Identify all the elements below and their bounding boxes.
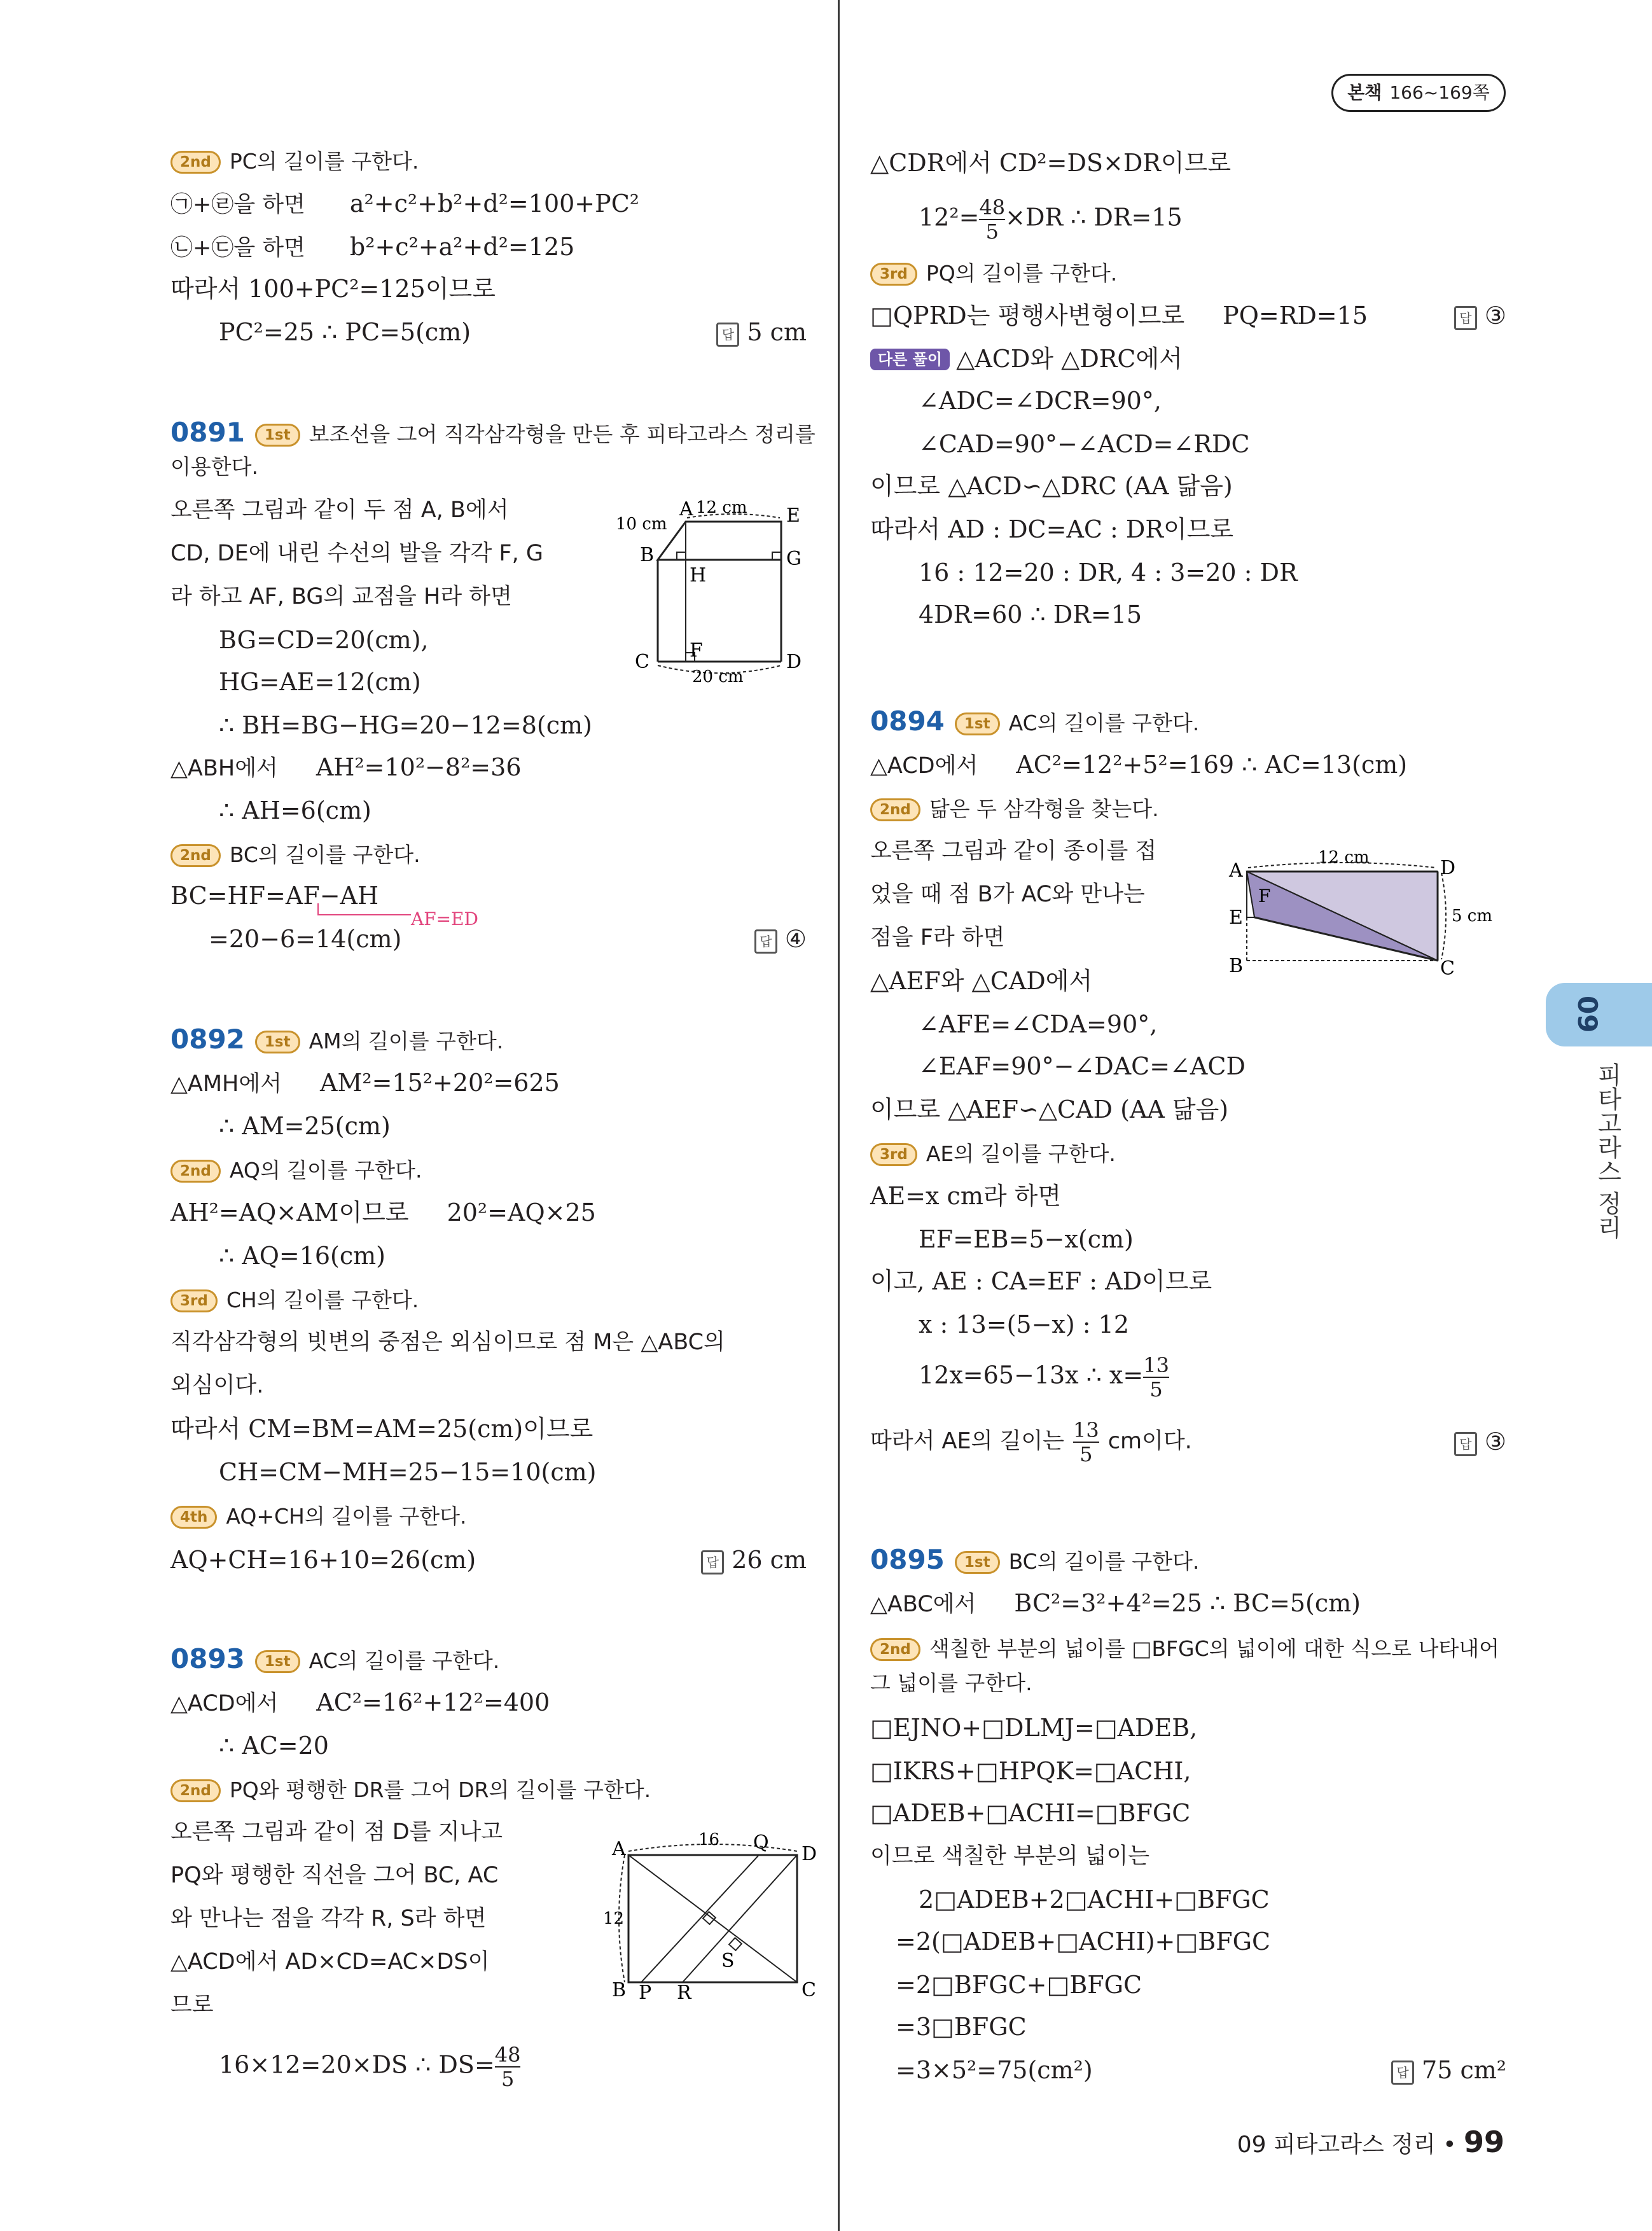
- chapter-tab-label: 피타고라스 정리: [1593, 1062, 1621, 1240]
- text-line: 외심이다.: [170, 1373, 264, 1398]
- eq-line: 이고, AE : CA=EF : AD이므로: [870, 1267, 1212, 1295]
- answer: [701, 1545, 807, 1575]
- step-title: AC의 길이를 구한다.: [1008, 711, 1200, 735]
- answer-icon: 답: [716, 323, 739, 347]
- step-title-cont: 그 넓이를 구한다.: [870, 1671, 1032, 1695]
- text-line: 직각삼각형의 빗변의 중점은 외심이므로 점 M은 △ABC의: [170, 1330, 725, 1355]
- eq-expr: 16×12=20×DS ∴ DS=: [219, 2050, 495, 2079]
- fig-label: D: [1440, 857, 1456, 879]
- eq-line: PC²=25 ∴ PC=5(cm): [219, 318, 471, 346]
- answer: [1454, 300, 1506, 331]
- fig-label: Q: [753, 1831, 769, 1854]
- step-line: [870, 1632, 1499, 1664]
- eq-line: 이므로 △ACD∽△DRC (AA 닮음): [870, 472, 1233, 500]
- text-line: △ACD에서 AD×CD=AC×DS이: [170, 1949, 490, 1975]
- fraction-numerator: 13: [1072, 1418, 1099, 1442]
- fig-dim: 12 cm: [1318, 848, 1370, 867]
- fig-label: E: [786, 504, 800, 527]
- answer: [754, 924, 807, 954]
- eq-line: [870, 749, 1407, 781]
- eq-expr: AH²=10²−8²=36: [316, 753, 522, 781]
- text-line: PQ와 평행한 직선을 그어 BC, AC: [170, 1863, 499, 1888]
- step-badge: 1st: [255, 424, 300, 447]
- text-line: 오른쪽 그림과 같이 종이를 접: [870, 838, 1157, 864]
- problem-number: 0894: [870, 705, 945, 737]
- step-badge: 2nd: [870, 1638, 920, 1661]
- step-title: AQ+CH의 길이를 구한다.: [226, 1504, 467, 1529]
- step-title: 색칠한 부분의 넓이를 □BFGC의 넓이에 대한 식으로 나타내어: [929, 1636, 1500, 1661]
- text-line: 따라서 100+PC²=125이므로: [170, 275, 496, 303]
- answer: [1391, 2055, 1506, 2085]
- eq-line: =20−6=14(cm): [209, 925, 402, 953]
- fig-label: G: [786, 548, 802, 570]
- fig-dim: 12: [603, 1909, 625, 1928]
- eq-line: [919, 1354, 1169, 1401]
- step-line: [170, 838, 420, 870]
- fig-dim: 16: [698, 1830, 720, 1849]
- fig-label: F: [690, 639, 703, 662]
- fig-label: S: [721, 1950, 735, 1972]
- eq-line: ∴ AH=6(cm): [219, 796, 371, 824]
- text-line: 므로: [170, 1992, 214, 2018]
- problem-number: 0893: [170, 1643, 245, 1674]
- eq-line: ∠EAF=90°−∠DAC=∠ACD: [919, 1052, 1246, 1080]
- fraction-numerator: 48: [494, 2043, 521, 2067]
- chapter-tab-number: 09: [1572, 996, 1603, 1033]
- text-line: 이므로 색칠한 부분의 넓이는: [870, 1844, 1150, 1869]
- alt-solution-line: [870, 344, 1183, 374]
- eq-line: [170, 1687, 550, 1719]
- fig-label: D: [802, 1843, 817, 1865]
- eq-line: [170, 1197, 596, 1228]
- eq-line: 따라서 CM=BM=AM=25(cm)이므로: [170, 1415, 593, 1443]
- fig-dim: 12 cm: [696, 498, 747, 517]
- step-title: PC의 길이를 구한다.: [229, 149, 419, 174]
- fraction-denominator: 5: [501, 2067, 515, 2091]
- answer-icon: 답: [701, 1550, 724, 1574]
- fig-label: A: [612, 1838, 626, 1860]
- alt-solution-badge: 다른 풀이: [870, 349, 950, 370]
- eq-line: [919, 196, 1183, 243]
- eq-line: ∠CAD=90°−∠ACD=∠RDC: [919, 430, 1250, 458]
- step-line: [170, 1284, 419, 1316]
- eq-expr: □QPRD는 평행사변형이므로: [870, 302, 1185, 330]
- eq-line: ∴ AM=25(cm): [219, 1112, 391, 1140]
- step-line: [170, 1154, 422, 1186]
- eq-line: 4DR=60 ∴ DR=15: [919, 601, 1142, 629]
- eq-line: 2□ADEB+2□ACHI+□BFGC: [919, 1886, 1270, 1914]
- fig-label: D: [786, 651, 802, 673]
- eq-line: =3□BFGC: [896, 2013, 1027, 2041]
- answer-value: ④: [784, 925, 807, 953]
- column-divider: [838, 0, 840, 2231]
- eq-expr: 12x=65−13x ∴ x=: [919, 1361, 1144, 1389]
- eq-line: □IKRS+□HPQK=□ACHI,: [870, 1757, 1191, 1785]
- eq-label: ㉠+㉣을 하면: [170, 192, 305, 218]
- fig-label: B: [640, 544, 655, 566]
- eq-expr: 20²=AQ×25: [447, 1199, 596, 1227]
- eq-line: [170, 752, 522, 784]
- fig-label: P: [639, 1982, 652, 2004]
- text-line: 와 만나는 점을 각각 R, S라 하면: [170, 1906, 487, 1931]
- step-badge: 3rd: [870, 1143, 917, 1166]
- fig-label: C: [635, 651, 649, 673]
- step-title: 닮은 두 삼각형을 찾는다.: [929, 796, 1159, 821]
- eq-label: △ABC에서: [870, 1592, 976, 1617]
- eq-line: [870, 300, 1368, 331]
- eq-line: □ADEB+□ACHI=□BFGC: [870, 1799, 1191, 1827]
- eq-line: [870, 1419, 1192, 1466]
- fraction: [1073, 1419, 1099, 1466]
- fig-label: C: [1440, 957, 1455, 980]
- fraction-denominator: 5: [1079, 1442, 1093, 1466]
- eq-expr: 12²=: [919, 203, 980, 232]
- fig-label: A: [1229, 859, 1243, 882]
- eq-line: ∴ AC=20: [219, 1732, 329, 1760]
- fig-dim: 5 cm: [1452, 907, 1493, 926]
- eq-line: EF=EB=5−x(cm): [919, 1225, 1134, 1253]
- figure-0891: [616, 490, 807, 687]
- step-title-cont: 이용한다.: [170, 454, 259, 479]
- footer-bullet: •: [1443, 2132, 1457, 2158]
- eq-expr: b²+c²+a²+d²=125: [349, 233, 575, 261]
- annotation-note: AF=ED: [411, 908, 478, 929]
- problem-header: [170, 1024, 503, 1057]
- step-line: [170, 145, 419, 177]
- figure-0893: [603, 1819, 817, 2004]
- fig-label: F: [1258, 886, 1271, 907]
- eq-line: =3×5²=75(cm²): [896, 2056, 1093, 2084]
- step-line: [870, 1137, 1116, 1169]
- answer-value: 75 cm²: [1422, 2056, 1506, 2084]
- eq-line: HG=AE=12(cm): [219, 668, 421, 696]
- page-number: 99: [1463, 2125, 1504, 2159]
- text-line: 오른쪽 그림과 같이 점 D를 지나고: [170, 1819, 503, 1845]
- text-line: 라 하고 AF, BG의 교점을 H라 하면: [170, 584, 512, 609]
- problem-header: [170, 1644, 499, 1676]
- step-title: PQ와 평행한 DR를 그어 DR의 길이를 구한다.: [229, 1777, 651, 1802]
- eq-expr: AH²=AQ×AM이므로: [170, 1199, 409, 1227]
- answer-value: ③: [1484, 1428, 1506, 1456]
- step-title: AE의 길이를 구한다.: [926, 1141, 1116, 1166]
- eq-line: [219, 2043, 520, 2090]
- step-badge: 3rd: [170, 1289, 218, 1312]
- eq-line: =2(□ADEB+□ACHI)+□BFGC: [896, 1928, 1271, 1956]
- footer-chapter: 09 피타고라스 정리: [1237, 2132, 1436, 2158]
- step-badge: 1st: [955, 1551, 1000, 1574]
- answer-value: 5 cm: [747, 318, 807, 346]
- eq-label: △AMH에서: [170, 1071, 282, 1097]
- eq-line: [170, 232, 574, 263]
- eq-expr: AC²=12²+5²=169 ∴ AC=13(cm): [1016, 751, 1408, 779]
- problem-header: [170, 417, 816, 450]
- eq-label: △ACD에서: [870, 753, 978, 779]
- step-badge: 1st: [255, 1650, 300, 1673]
- step-title: AM의 길이를 구한다.: [309, 1029, 504, 1053]
- eq-line: ∠ADC=∠DCR=90°,: [919, 387, 1162, 415]
- fig-label: B: [1229, 955, 1244, 977]
- eq-line: ∠AFE=∠CDA=90°,: [919, 1010, 1158, 1038]
- eq-line: x : 13=(5−x) : 12: [919, 1310, 1129, 1338]
- fig-label: A: [679, 498, 693, 520]
- fig-label: H: [690, 564, 707, 587]
- eq-line: CH=CM−MH=25−15=10(cm): [219, 1458, 597, 1486]
- step-line: [870, 793, 1159, 824]
- eq-line: AE=x cm라 하면: [870, 1182, 1062, 1210]
- step-title: AQ의 길이를 구한다.: [229, 1158, 422, 1183]
- ref-book: 본책: [1347, 82, 1382, 103]
- problem-number: 0892: [170, 1024, 245, 1055]
- text-line: CD, DE에 내린 수선의 발을 각각 F, G: [170, 541, 543, 566]
- eq-line: ∴ AQ=16(cm): [219, 1242, 386, 1270]
- step-badge: 1st: [955, 712, 1000, 735]
- answer: [716, 317, 807, 347]
- fig-dim: 10 cm: [616, 515, 667, 534]
- step-badge: 3rd: [870, 263, 917, 286]
- eq-line: BC=HF=AF−AH: [170, 882, 379, 910]
- eq-expr: BC²=3²+4²=25 ∴ BC=5(cm): [1014, 1589, 1361, 1617]
- fraction-denominator: 5: [1149, 1377, 1163, 1401]
- eq-label: △ABH에서: [170, 756, 278, 781]
- problem-header: [870, 706, 1199, 739]
- page-reference-badge: [1331, 74, 1506, 112]
- eq-line: 16 : 12=20 : DR, 4 : 3=20 : DR: [919, 559, 1298, 587]
- step-line: [170, 1500, 466, 1532]
- step-line: [170, 1774, 651, 1805]
- eq-line: BG=CD=20(cm),: [219, 626, 429, 654]
- text-line: 점을 F라 하면: [870, 925, 1005, 950]
- eq-line: 따라서 AD : DC=AC : DR이므로: [870, 515, 1234, 543]
- step-badge: 2nd: [170, 151, 221, 174]
- ref-pages: 166~169쪽: [1389, 82, 1490, 103]
- step-badge: 4th: [170, 1506, 217, 1529]
- fig-label: E: [1229, 907, 1243, 929]
- step-title: PQ의 길이를 구한다.: [926, 261, 1118, 286]
- answer-icon: 답: [1454, 1432, 1477, 1456]
- step-title: BC의 길이를 구한다.: [1008, 1549, 1200, 1574]
- answer-value: 26 cm: [732, 1546, 807, 1574]
- step-title: 보조선을 그어 직각삼각형을 만든 후 피타고라스 정리를: [309, 422, 816, 447]
- fraction: [1143, 1354, 1169, 1401]
- step-title: AC의 길이를 구한다.: [309, 1648, 500, 1673]
- annotation-bracket: [317, 902, 412, 922]
- eq-line: [870, 1588, 1361, 1620]
- step-title: CH의 길이를 구한다.: [226, 1288, 419, 1312]
- answer-icon: 답: [1391, 2061, 1414, 2085]
- eq-expr: AM²=15²+20²=625: [320, 1069, 560, 1097]
- problem-number: 0895: [870, 1544, 945, 1575]
- fraction-numerator: 13: [1143, 1353, 1169, 1377]
- problem-number: 0891: [170, 417, 245, 448]
- eq-label: △ACD에서: [170, 1691, 279, 1716]
- step-badge: 2nd: [170, 1160, 221, 1183]
- eq-line: 이므로 △AEF∽△CAD (AA 닮음): [870, 1095, 1229, 1123]
- fig-label: B: [612, 1979, 627, 2001]
- eq-expr: a²+c²+b²+d²=100+PC²: [349, 190, 640, 218]
- eq-line: AQ+CH=16+10=26(cm): [170, 1546, 476, 1574]
- step-badge: 1st: [255, 1031, 300, 1053]
- step-badge: 2nd: [870, 798, 920, 821]
- eq-expr: ×DR ∴ DR=15: [1005, 203, 1183, 232]
- step-line: [870, 257, 1117, 289]
- answer-icon: 답: [1454, 306, 1477, 330]
- problem-header: [870, 1545, 1199, 1577]
- fig-dim: 20 cm: [692, 667, 744, 686]
- eq-line: [170, 1067, 560, 1099]
- page-footer: [1237, 2125, 1504, 2159]
- eq-label: ㉡+㉢을 하면: [170, 235, 305, 261]
- fraction-denominator: 5: [985, 219, 999, 244]
- eq-line: △AEF와 △CAD에서: [870, 967, 1093, 995]
- eq-line: =2□BFGC+□BFGC: [896, 1971, 1142, 1999]
- step-title: BC의 길이를 구한다.: [229, 842, 420, 867]
- text-line: 오른쪽 그림과 같이 두 점 A, B에서: [170, 497, 509, 523]
- text-line: 었을 때 점 B가 AC와 만나는: [870, 882, 1145, 907]
- eq-expr: 따라서 AE의 길이는: [870, 1428, 1064, 1454]
- answer-icon: 답: [754, 929, 777, 954]
- eq-expr: cm이다.: [1107, 1428, 1192, 1454]
- eq-expr: PQ=RD=15: [1223, 302, 1368, 330]
- fraction: [495, 2043, 521, 2090]
- eq-expr: △ACD와 △DRC에서: [956, 345, 1183, 373]
- eq-line: △CDR에서 CD²=DS×DR이므로: [870, 149, 1232, 177]
- eq-line: □EJNO+□DLMJ=□ADEB,: [870, 1714, 1198, 1742]
- fraction: [979, 196, 1005, 243]
- answer-value: ③: [1484, 302, 1506, 330]
- figure-0894: [1220, 838, 1506, 985]
- fig-label: R: [677, 1982, 691, 2004]
- eq-line: [170, 188, 639, 220]
- step-badge: 2nd: [170, 1779, 221, 1802]
- step-badge: 2nd: [170, 844, 221, 867]
- eq-expr: AC²=16²+12²=400: [316, 1688, 550, 1716]
- fig-label: C: [802, 1979, 816, 2001]
- eq-line: ∴ BH=BG−HG=20−12=8(cm): [219, 711, 592, 739]
- answer: [1454, 1426, 1506, 1457]
- fraction-numerator: 48: [979, 195, 1006, 219]
